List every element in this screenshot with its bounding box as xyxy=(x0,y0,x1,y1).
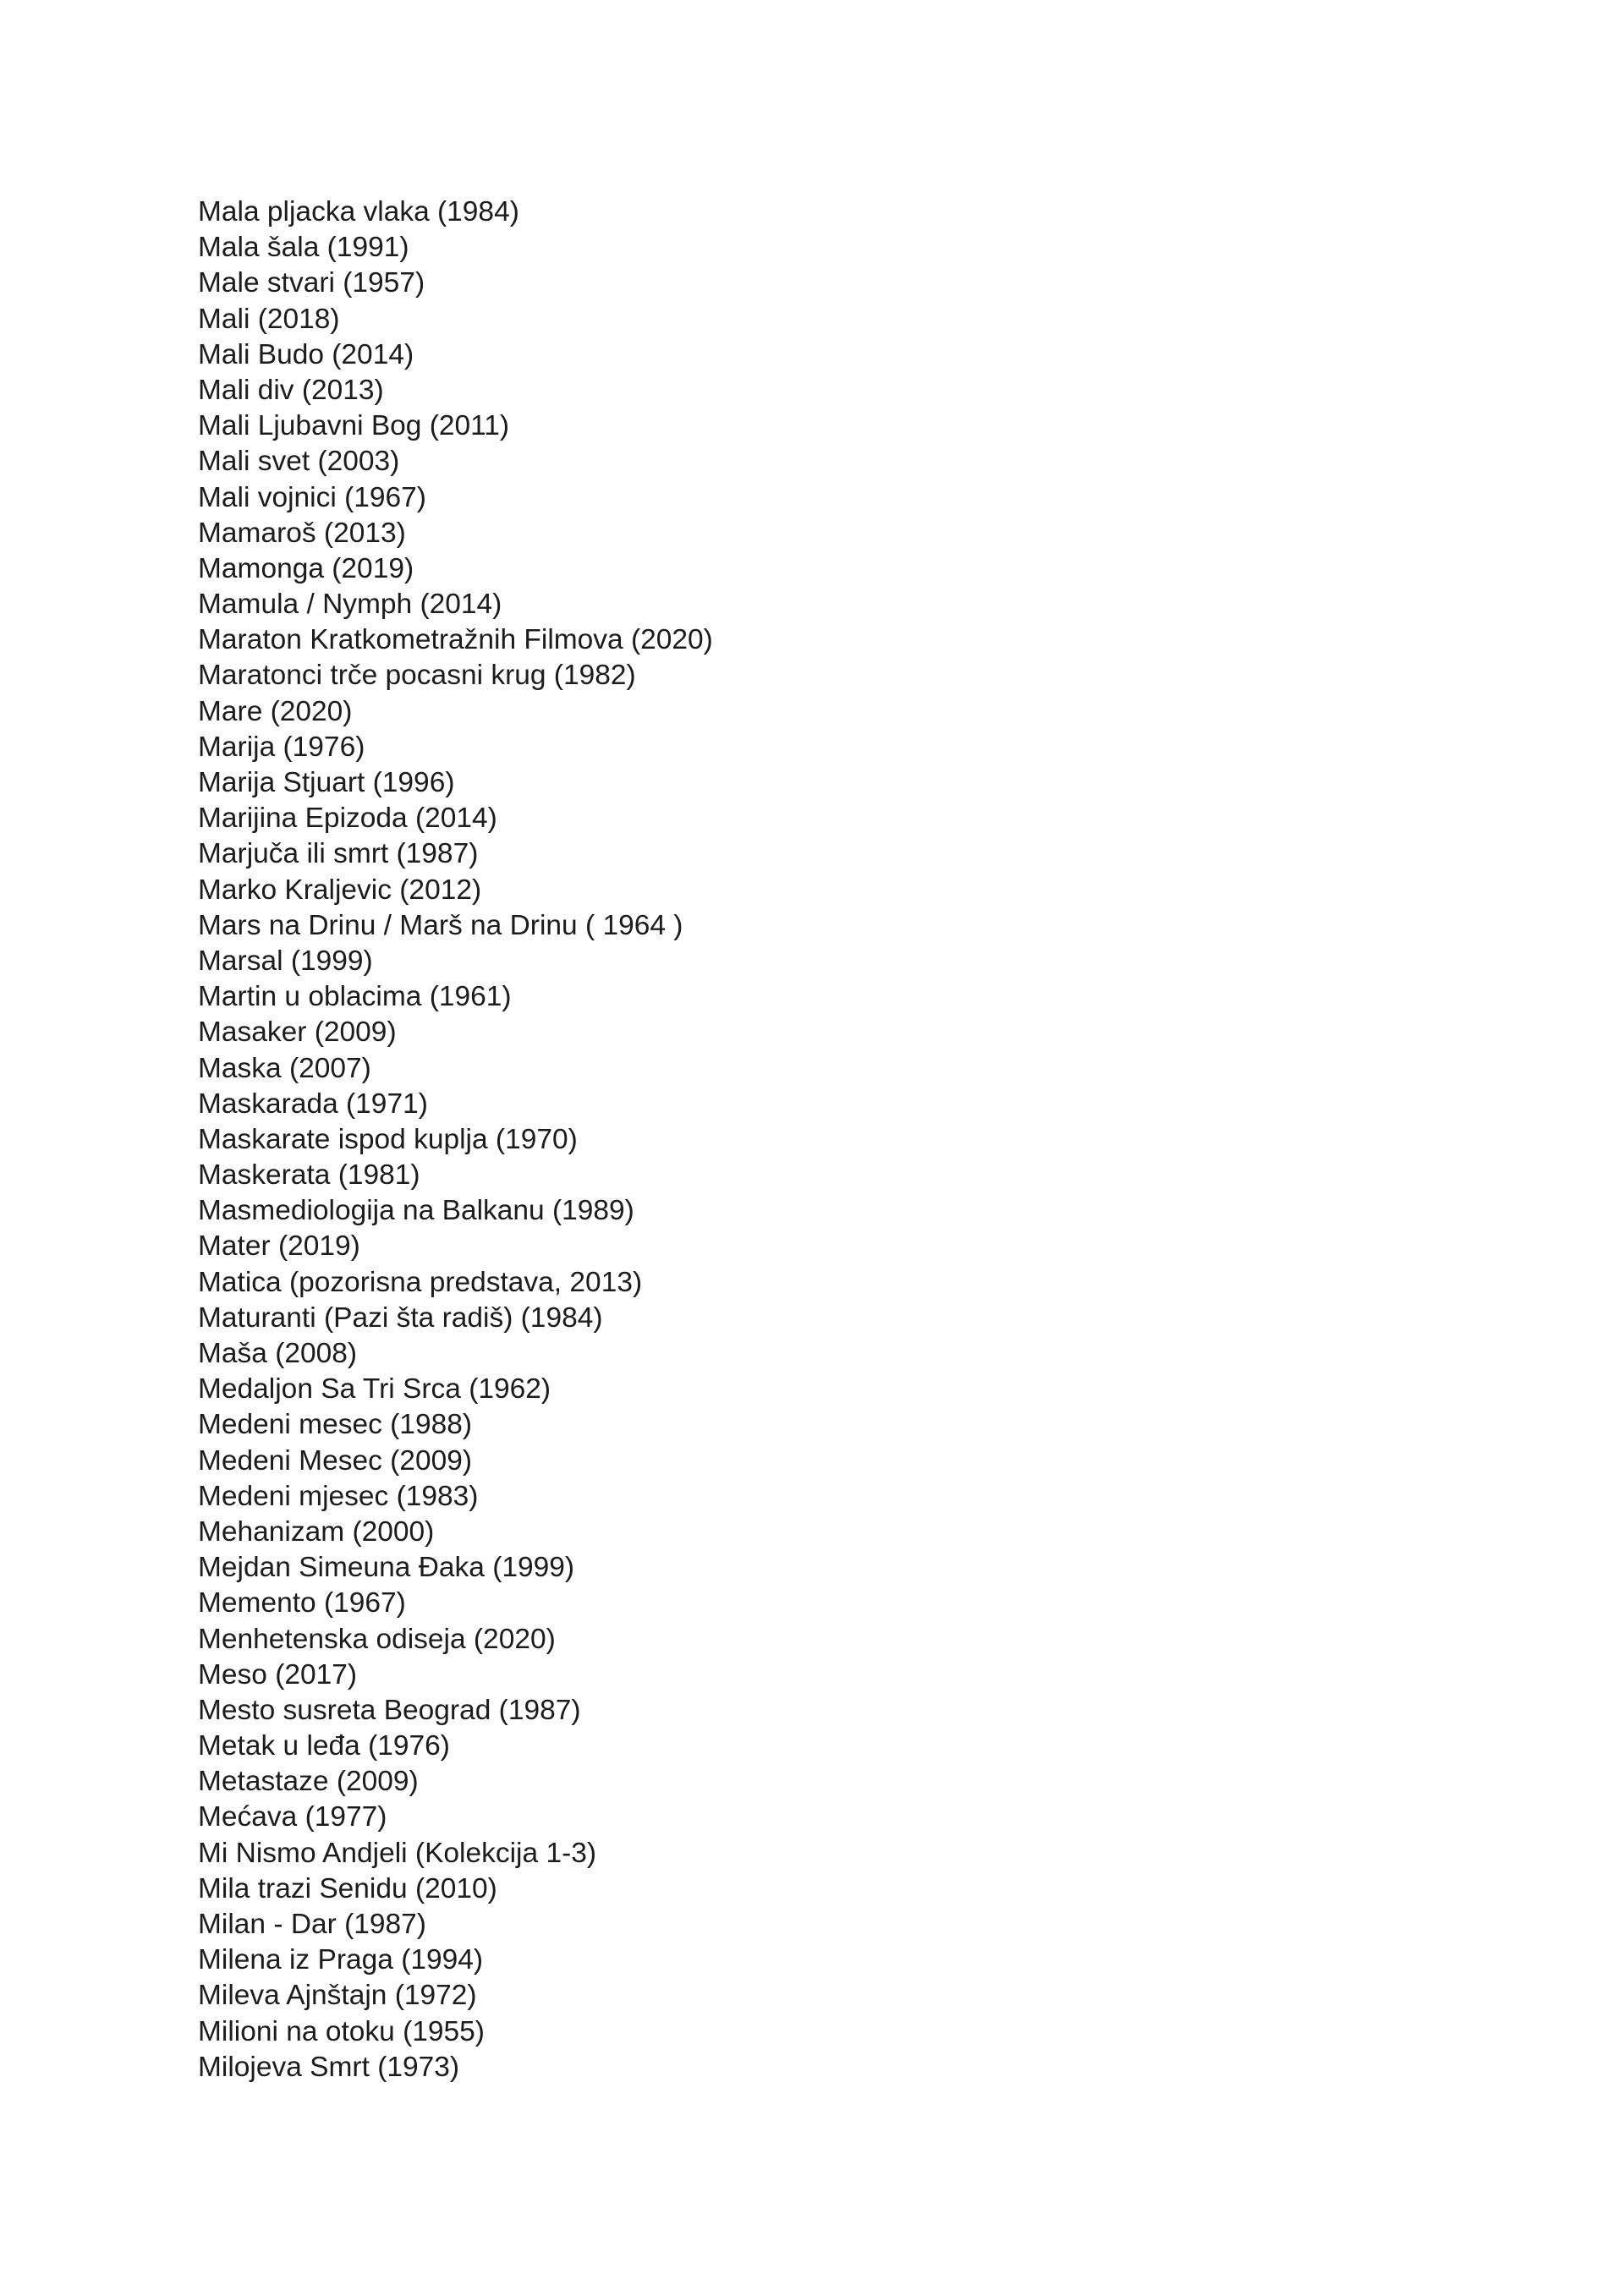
film-title-item: Male stvari (1957) xyxy=(198,267,425,299)
film-title-item: Mećava (1977) xyxy=(198,1801,387,1833)
film-title-item: Marija (1976) xyxy=(198,731,365,763)
film-title-item: Maskarate ispod kuplja (1970) xyxy=(198,1123,578,1155)
film-title-item: Mamonga (2019) xyxy=(198,552,414,584)
film-title-item: Medaljon Sa Tri Srca (1962) xyxy=(198,1373,551,1406)
film-title-item: Mars na Drinu / Marš na Drinu ( 1964 ) xyxy=(198,909,683,941)
film-title-item: Meso (2017) xyxy=(198,1658,358,1690)
film-title-item: Mamaroš (2013) xyxy=(198,517,406,549)
film-title-item: Mileva Ajnštajn (1972) xyxy=(198,1980,477,2012)
film-title-item: Medeni Mesec (2009) xyxy=(198,1444,472,1477)
film-title-item: Milena iz Praga (1994) xyxy=(198,1944,484,1976)
film-title-item: Metastaze (2009) xyxy=(198,1766,419,1798)
film-title-item: Mare (2020) xyxy=(198,695,353,727)
film-title-item: Marijina Epizoda (2014) xyxy=(198,803,497,835)
film-title-item: Mehanizam (2000) xyxy=(198,1515,435,1548)
film-title-item: Milioni na otoku (1955) xyxy=(198,2015,485,2047)
film-title-item: Memento (1967) xyxy=(198,1587,406,1619)
film-title-item: Menhetenska odiseja (2020) xyxy=(198,1623,556,1655)
film-title-item: Maraton Kratkometražnih Filmova (2020) xyxy=(198,624,713,656)
film-title-item: Mala pljacka vlaka (1984) xyxy=(198,196,519,227)
film-title-item: Masaker (2009) xyxy=(198,1016,397,1049)
film-title-item: Masmediologija na Balkanu (1989) xyxy=(198,1195,634,1227)
film-title-item: Maturanti (Pazi šta radiš) (1984) xyxy=(198,1301,603,1334)
film-title-item: Mali (2018) xyxy=(198,303,340,335)
film-title-item: Medeni mesec (1988) xyxy=(198,1409,472,1441)
film-title-list xyxy=(198,195,713,2085)
film-title-item: Maratonci trče pocasni krug (1982) xyxy=(198,660,636,692)
film-title-item: Metak u leđa (1976) xyxy=(198,1730,450,1762)
film-title-item: Mamula / Nymph (2014) xyxy=(198,589,502,621)
film-title-item: Maskarada (1971) xyxy=(198,1088,428,1120)
film-title-item: Milan - Dar (1987) xyxy=(198,1909,426,1940)
film-title-item: Mali vojnici (1967) xyxy=(198,481,426,513)
film-title-item: Marjuča ili smrt (1987) xyxy=(198,838,479,870)
film-title-item: Marsal (1999) xyxy=(198,945,373,977)
film-title-item: Mali Budo (2014) xyxy=(198,338,414,370)
film-title-item: Mila trazi Senidu (2010) xyxy=(198,1872,497,1904)
film-title-item: Maša (2008) xyxy=(198,1338,358,1369)
film-title-item: Mali svet (2003) xyxy=(198,446,400,478)
film-title-item: Milojeva Smrt (1973) xyxy=(198,2051,460,2083)
film-title-item: Medeni mjesec (1983) xyxy=(198,1480,479,1512)
film-title-item: Matica (pozorisna predstava, 2013) xyxy=(198,1266,643,1298)
film-title-item: Mali Ljubavni Bog (2011) xyxy=(198,410,510,442)
film-title-item: Maskerata (1981) xyxy=(198,1159,420,1192)
film-title-item: Mi Nismo Andjeli (Kolekcija 1-3) xyxy=(198,1837,597,1869)
film-title-item: Marija Stjuart (1996) xyxy=(198,767,455,798)
film-title-item: Mali div (2013) xyxy=(198,374,384,406)
film-title-item: Mala šala (1991) xyxy=(198,232,409,264)
film-title-item: Marko Kraljevic (2012) xyxy=(198,874,482,906)
film-title-item: Maska (2007) xyxy=(198,1052,371,1084)
film-title-item: Mater (2019) xyxy=(198,1230,360,1263)
film-title-item: Martin u oblacima (1961) xyxy=(198,981,512,1013)
film-title-item: Mejdan Simeuna Đaka (1999) xyxy=(198,1552,575,1584)
film-title-item: Mesto susreta Beograd (1987) xyxy=(198,1694,581,1726)
